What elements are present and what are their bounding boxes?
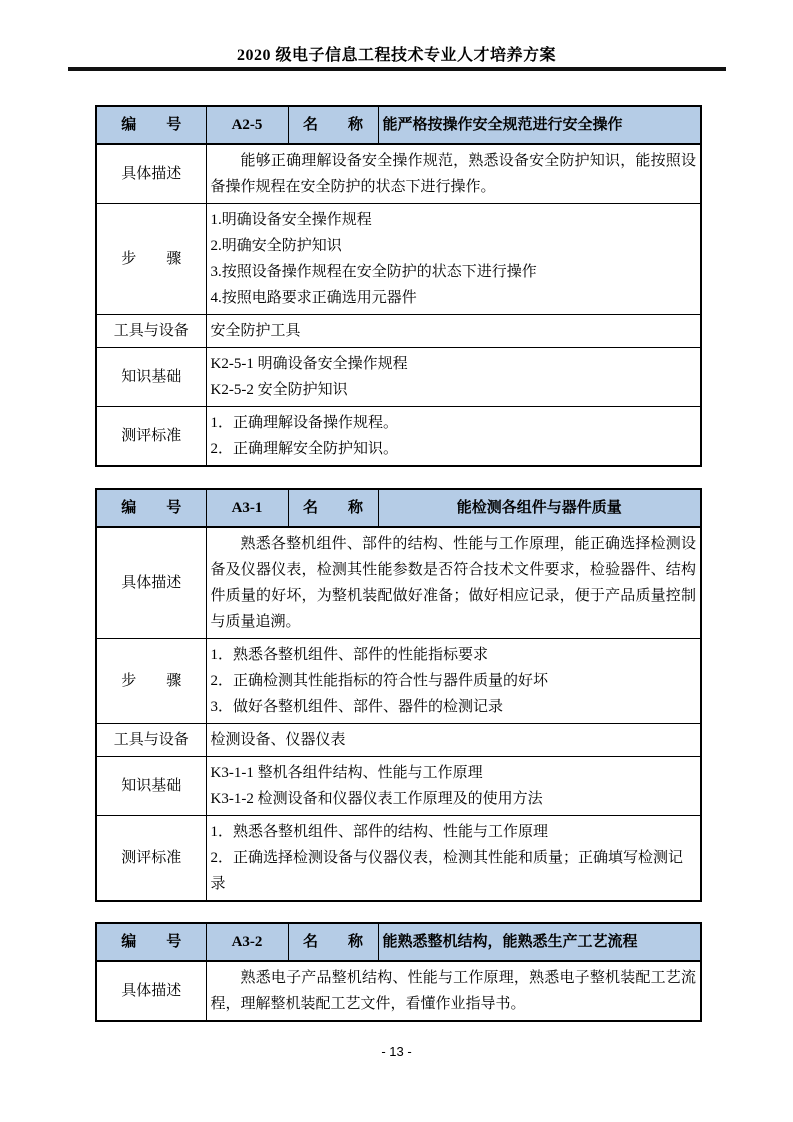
evaluation-label: 测评标准 <box>96 816 206 902</box>
competency-table-a3-2 <box>95 922 702 1022</box>
evaluation-item: 2．正确选择检测设备与仪器仪表，检测其性能和质量；正确填写检测记录 <box>210 850 684 892</box>
steps-row <box>96 639 701 724</box>
step-item: 1．熟悉各整机组件、部件的性能指标要求 <box>210 647 489 663</box>
knowledge-value <box>206 348 701 407</box>
name-value: 能严格按操作安全规范进行安全操作 <box>378 106 701 144</box>
description-label: 具体描述 <box>96 144 206 204</box>
steps-value <box>206 204 701 315</box>
id-label: 编 号 <box>96 923 206 961</box>
name-label: 名 称 <box>288 106 378 144</box>
step-item: 2．正确检测其性能指标的符合性与器件质量的好坏 <box>210 673 549 689</box>
table-header-row <box>96 923 701 961</box>
description-row <box>96 961 701 1021</box>
table-header-row <box>96 106 701 144</box>
page-title: 2020 级电子信息工程技术专业人才培养方案 <box>236 47 556 64</box>
knowledge-row <box>96 757 701 816</box>
id-label: 编 号 <box>96 489 206 527</box>
step-item: 1.明确设备安全操作规程 <box>210 212 372 228</box>
steps-label: 步 骤 <box>96 639 206 724</box>
competency-table-a2-5 <box>95 105 702 467</box>
step-item: 4.按照电路要求正确选用元器件 <box>210 290 417 306</box>
evaluation-value <box>206 816 701 902</box>
id-label: 编 号 <box>96 106 206 144</box>
knowledge-item: K3-1-1 整机各组件结构、性能与工作原理 <box>210 765 483 781</box>
description-row <box>96 144 701 204</box>
page-number: - 13 - <box>381 1044 412 1059</box>
steps-label: 步 骤 <box>96 204 206 315</box>
evaluation-value <box>206 407 701 467</box>
name-label: 名 称 <box>288 923 378 961</box>
knowledge-label: 知识基础 <box>96 348 206 407</box>
step-item: 2.明确安全防护知识 <box>210 238 342 254</box>
name-value: 能检测各组件与器件质量 <box>378 489 701 527</box>
table-header-row <box>96 489 701 527</box>
evaluation-item: 1．正确理解设备操作规程。 <box>210 415 399 431</box>
knowledge-item: K3-1-2 检测设备和仪器仪表工作原理及的使用方法 <box>210 791 543 807</box>
evaluation-row <box>96 407 701 467</box>
knowledge-row <box>96 348 701 407</box>
knowledge-value <box>206 757 701 816</box>
steps-value <box>206 639 701 724</box>
tools-label: 工具与设备 <box>96 315 206 348</box>
evaluation-label: 测评标准 <box>96 407 206 467</box>
name-value: 能熟悉整机结构，能熟悉生产工艺流程 <box>378 923 701 961</box>
description-value: 熟悉电子产品整机结构、性能与工作原理，熟悉电子整机装配工艺流程，理解整机装配工艺文件，看懂作业指导书。 <box>206 961 701 1021</box>
knowledge-item: K2-5-2 安全防护知识 <box>210 382 348 398</box>
knowledge-item: K2-5-1 明确设备安全操作规程 <box>210 356 408 372</box>
competency-table-a3-1 <box>95 488 702 902</box>
evaluation-item: 2．正确理解安全防护知识。 <box>210 441 399 457</box>
tools-row <box>96 315 701 348</box>
step-item: 3.按照设备操作规程在安全防护的状态下进行操作 <box>210 264 537 280</box>
step-item: 3．做好各整机组件、部件、器件的检测记录 <box>210 699 504 715</box>
knowledge-label: 知识基础 <box>96 757 206 816</box>
description-value: 能够正确理解设备安全操作规范，熟悉设备安全防护知识，能按照设备操作规程在安全防护的状态下进行操作。 <box>206 144 701 204</box>
id-value: A3-1 <box>206 489 288 527</box>
steps-row <box>96 204 701 315</box>
evaluation-row <box>96 816 701 902</box>
header-divider <box>68 67 726 71</box>
tools-value: 检测设备、仪器仪表 <box>206 724 701 757</box>
id-value: A2-5 <box>206 106 288 144</box>
description-label: 具体描述 <box>96 961 206 1021</box>
id-value: A3-2 <box>206 923 288 961</box>
description-row <box>96 527 701 639</box>
description-label: 具体描述 <box>96 527 206 639</box>
evaluation-item: 1．熟悉各整机组件、部件的结构、性能与工作原理 <box>210 824 549 840</box>
name-label: 名 称 <box>288 489 378 527</box>
description-value: 熟悉各整机组件、部件的结构、性能与工作原理，能正确选择检测设备及仪器仪表，检测其性能参数是否符合技术文件要求，检验器件、结构件质量的好坏，为整机装配做好准备；做好相应记录，便于产品质量控制与质量追溯。 <box>206 527 701 639</box>
tools-value: 安全防护工具 <box>206 315 701 348</box>
tools-row <box>96 724 701 757</box>
tools-label: 工具与设备 <box>96 724 206 757</box>
